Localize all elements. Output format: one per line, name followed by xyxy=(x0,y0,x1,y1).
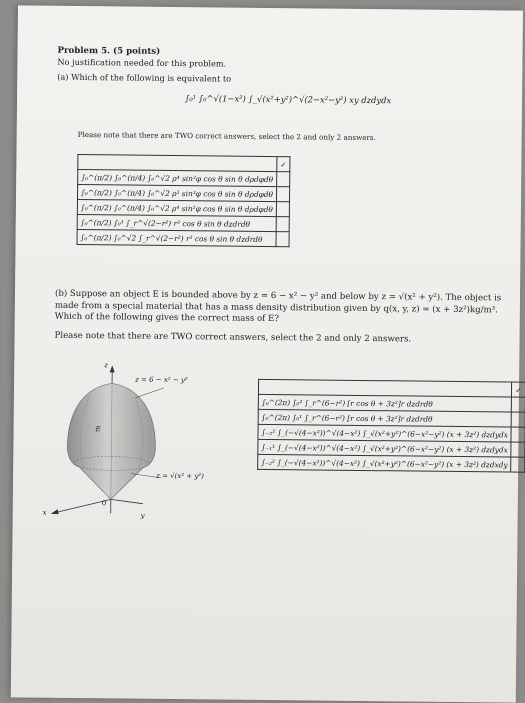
bottom-surface-label: z = √(x² + y²) xyxy=(156,471,204,481)
option-b5: ∫₋₂² ∫_(−√(4−x²))^√(4−x²) ∫_√(x²+y²)^(6−x²−y²) (x + 3z²) dzdxdy xyxy=(258,454,512,472)
part-b-question: (b) Suppose an object E is bounded above by z = 6 − x² − y² and below by z = √(x² + y²). The object is made from a special material that has a mass density distribution given by q(x, y, z) = (x + 3z²)kg/m³. Which of the following gives the correct mass of E? xyxy=(54,288,502,325)
option-a2: ∫₀^(π/2) ∫₀^(π/4) ∫₀^√2 ρ³ sin³φ cos θ sin θ dρdφdθ xyxy=(77,184,276,201)
part-b-answer-table xyxy=(257,379,525,473)
z-axis-label: z xyxy=(104,361,108,370)
x-axis-label: x xyxy=(42,508,47,517)
option-b2: ∫₀^(2π) ∫₀¹ ∫_r^(6−r²) [r cos θ + 3z²]r dzdrdθ xyxy=(258,409,512,427)
top-surface-leader xyxy=(136,388,164,398)
x-axis-arrow-icon xyxy=(51,509,59,514)
part-a-answer-table xyxy=(77,154,291,247)
region-figure-svg xyxy=(43,363,225,530)
table-row[interactable] xyxy=(258,454,525,472)
option-a5: ∫₀^(π/2) ∫₀^√2 ∫_r^√(2−r²) r³ cos θ sin θ dzdrdθ xyxy=(77,229,276,246)
check-mark-header: ✓ xyxy=(512,382,525,397)
option-a4: ∫₀^(π/2) ∫₀¹ ∫_r^√(2−r²) r³ cos θ sin θ dzdrdθ xyxy=(77,214,276,231)
option-b5-checkbox[interactable] xyxy=(511,457,524,472)
option-b1-checkbox[interactable] xyxy=(512,397,525,412)
table-row[interactable] xyxy=(77,229,289,246)
option-b2-checkbox[interactable] xyxy=(512,412,525,427)
region-e-label: E xyxy=(95,425,101,434)
y-axis-line xyxy=(111,499,143,503)
option-a3: ∫₀^(π/2) ∫₀^(π/4) ∫₀^√2 ρ⁴ sin²φ cos θ sin θ dρdφdθ xyxy=(77,199,276,216)
y-axis-label: y xyxy=(140,511,145,520)
top-surface-label: z = 6 − x² − y² xyxy=(135,375,188,385)
option-a4-checkbox[interactable] xyxy=(276,217,289,232)
problem-title: Problem 5. (5 points) xyxy=(57,45,161,57)
option-b4: ∫₋₁¹ ∫_(−√(4−x²))^√(4−x²) ∫_√(x²+y²)^(6−x²−y²) (x + 3z²) dzdydx xyxy=(258,439,512,457)
option-a3-checkbox[interactable] xyxy=(276,202,289,217)
check-mark-header: ✓ xyxy=(277,157,290,172)
option-a5-checkbox[interactable] xyxy=(276,232,289,247)
option-a1: ∫₀^(π/2) ∫₀^(π/4) ∫₀^√2 ρ⁴ sin³φ cos θ sin θ dρdφdθ xyxy=(78,169,277,186)
origin-label: 0 xyxy=(101,499,107,508)
region-figure xyxy=(43,363,225,530)
z-axis-arrow-icon xyxy=(110,365,115,372)
option-b4-checkbox[interactable] xyxy=(511,442,524,457)
worksheet-page xyxy=(11,5,523,702)
part-a-question: (a) Which of the following is equivalent to xyxy=(57,71,232,84)
option-b3-checkbox[interactable] xyxy=(511,427,524,442)
part-b-instruction: Please note that there are TWO correct answers, select the 2 and only 2 answers. xyxy=(54,330,412,345)
option-a1-checkbox[interactable] xyxy=(277,172,290,187)
option-a2-checkbox[interactable] xyxy=(276,187,289,202)
problem-note: No justification needed for this problem. xyxy=(57,56,227,69)
part-a-integral: ∫₀¹ ∫₀^√(1−x²) ∫_√(x²+y²)^√(2−x²−y²) xy dzdydx xyxy=(184,93,392,106)
part-a-instruction: Please note that there are TWO correct answers, select the 2 and only 2 answers. xyxy=(77,129,376,143)
option-b3: ∫₋₂² ∫_(−√(4−x²))^√(4−x²) ∫_√(x²+y²)^(6−x²−y²) (x + 3z²) dzdydx xyxy=(258,424,512,442)
option-b1: ∫₀^(2π) ∫₀² ∫_r^(6−r²) [r cos θ + 3z²]r dzdrdθ xyxy=(258,394,512,412)
